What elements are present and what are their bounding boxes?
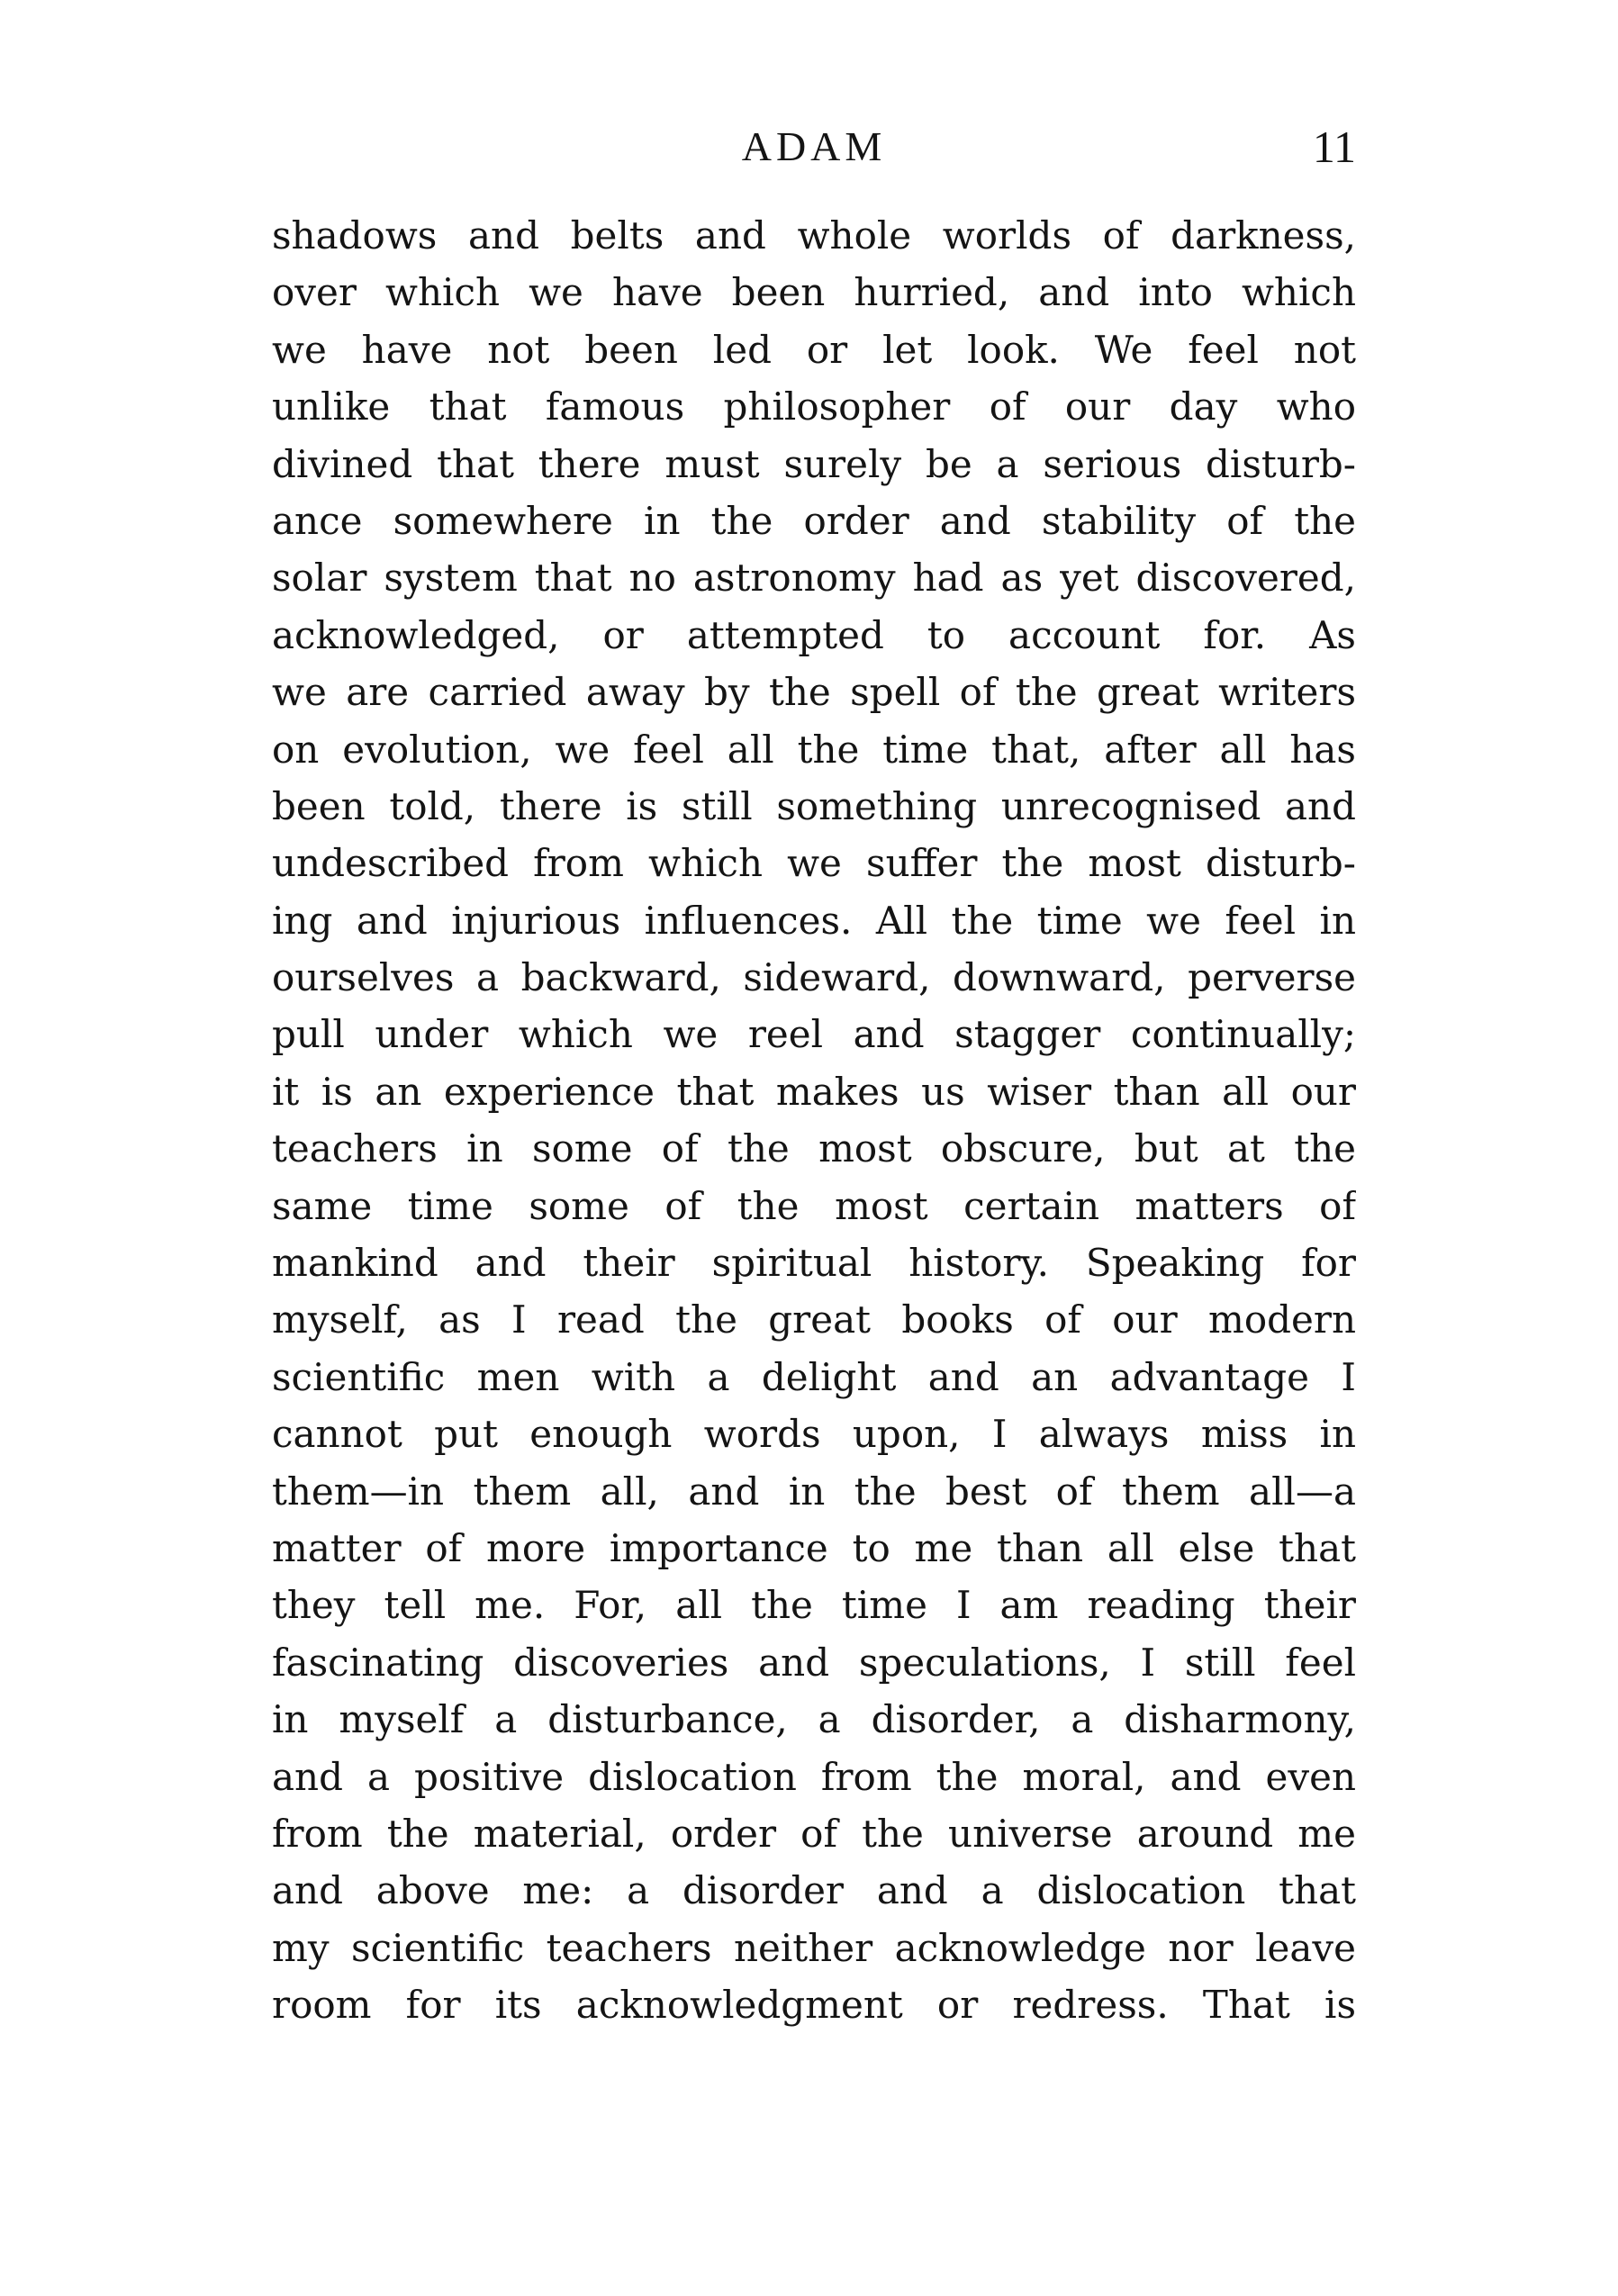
body-text xyxy=(272,207,1356,2034)
text-line: divined that there must surely be a serious disturb- xyxy=(272,441,1356,486)
text-line: ance somewhere in the order and stability of the xyxy=(272,498,1356,543)
text-line: it is an experience that makes us wiser than all our xyxy=(272,1069,1356,1114)
text-line: fascinating discoveries and speculations, I still feel xyxy=(272,1640,1356,1685)
text-line: we have not been led or let look. We feel not xyxy=(272,327,1356,372)
text-line: scientific men with a delight and an advantage I xyxy=(272,1354,1356,1399)
text-line: teachers in some of the most obscure, but at the xyxy=(272,1126,1356,1171)
text-line: room for its acknowledgment or redress. That is xyxy=(272,1983,1356,2028)
running-title: ADAM xyxy=(741,123,887,169)
running-head xyxy=(272,115,1356,178)
text-line: over which we have been hurried, and into which xyxy=(272,270,1356,315)
text-line: in myself a disturbance, a disorder, a disharmony, xyxy=(272,1697,1356,1742)
text-line: undescribed from which we suffer the most disturb- xyxy=(272,841,1356,886)
text-line: mankind and their spiritual history. Speaking for xyxy=(272,1241,1356,1286)
text-line: unlike that famous philosopher of our day who xyxy=(272,384,1356,429)
text-line: them—in them all, and in the best of them all—a xyxy=(272,1469,1356,1514)
text-line: and above me: a disorder and a dislocation that xyxy=(272,1868,1356,1913)
page-number: 11 xyxy=(1312,122,1356,172)
text-line: same time some of the most certain matters of xyxy=(272,1183,1356,1228)
text-line: they tell me. For, all the time I am reading their xyxy=(272,1583,1356,1628)
text-line: acknowledged, or attempted to account for. As xyxy=(272,612,1356,657)
text-line: been told, there is still something unrecognised and xyxy=(272,783,1356,828)
text-line: solar system that no astronomy had as yet discovered, xyxy=(272,556,1356,601)
text-line: from the material, order of the universe around me xyxy=(272,1811,1356,1856)
text-line: ing and injurious influences. All the time we feel in xyxy=(272,898,1356,943)
text-line: on evolution, we feel all the time that, after all has xyxy=(272,727,1356,772)
text-line: ourselves a backward, sideward, downward, perverse xyxy=(272,955,1356,1000)
text-line: my scientific teachers neither acknowledge nor leave xyxy=(272,1925,1356,1970)
text-line: pull under which we reel and stagger continually; xyxy=(272,1012,1356,1057)
text-line: shadows and belts and whole worlds of darkness, xyxy=(272,213,1356,258)
text-line: and a positive dislocation from the moral, and even xyxy=(272,1754,1356,1799)
text-line: we are carried away by the spell of the great writers xyxy=(272,670,1356,715)
text-line: cannot put enough words upon, I always miss in xyxy=(272,1412,1356,1457)
text-line: myself, as I read the great books of our modern xyxy=(272,1297,1356,1342)
text-line: matter of more importance to me than all else that xyxy=(272,1525,1356,1570)
